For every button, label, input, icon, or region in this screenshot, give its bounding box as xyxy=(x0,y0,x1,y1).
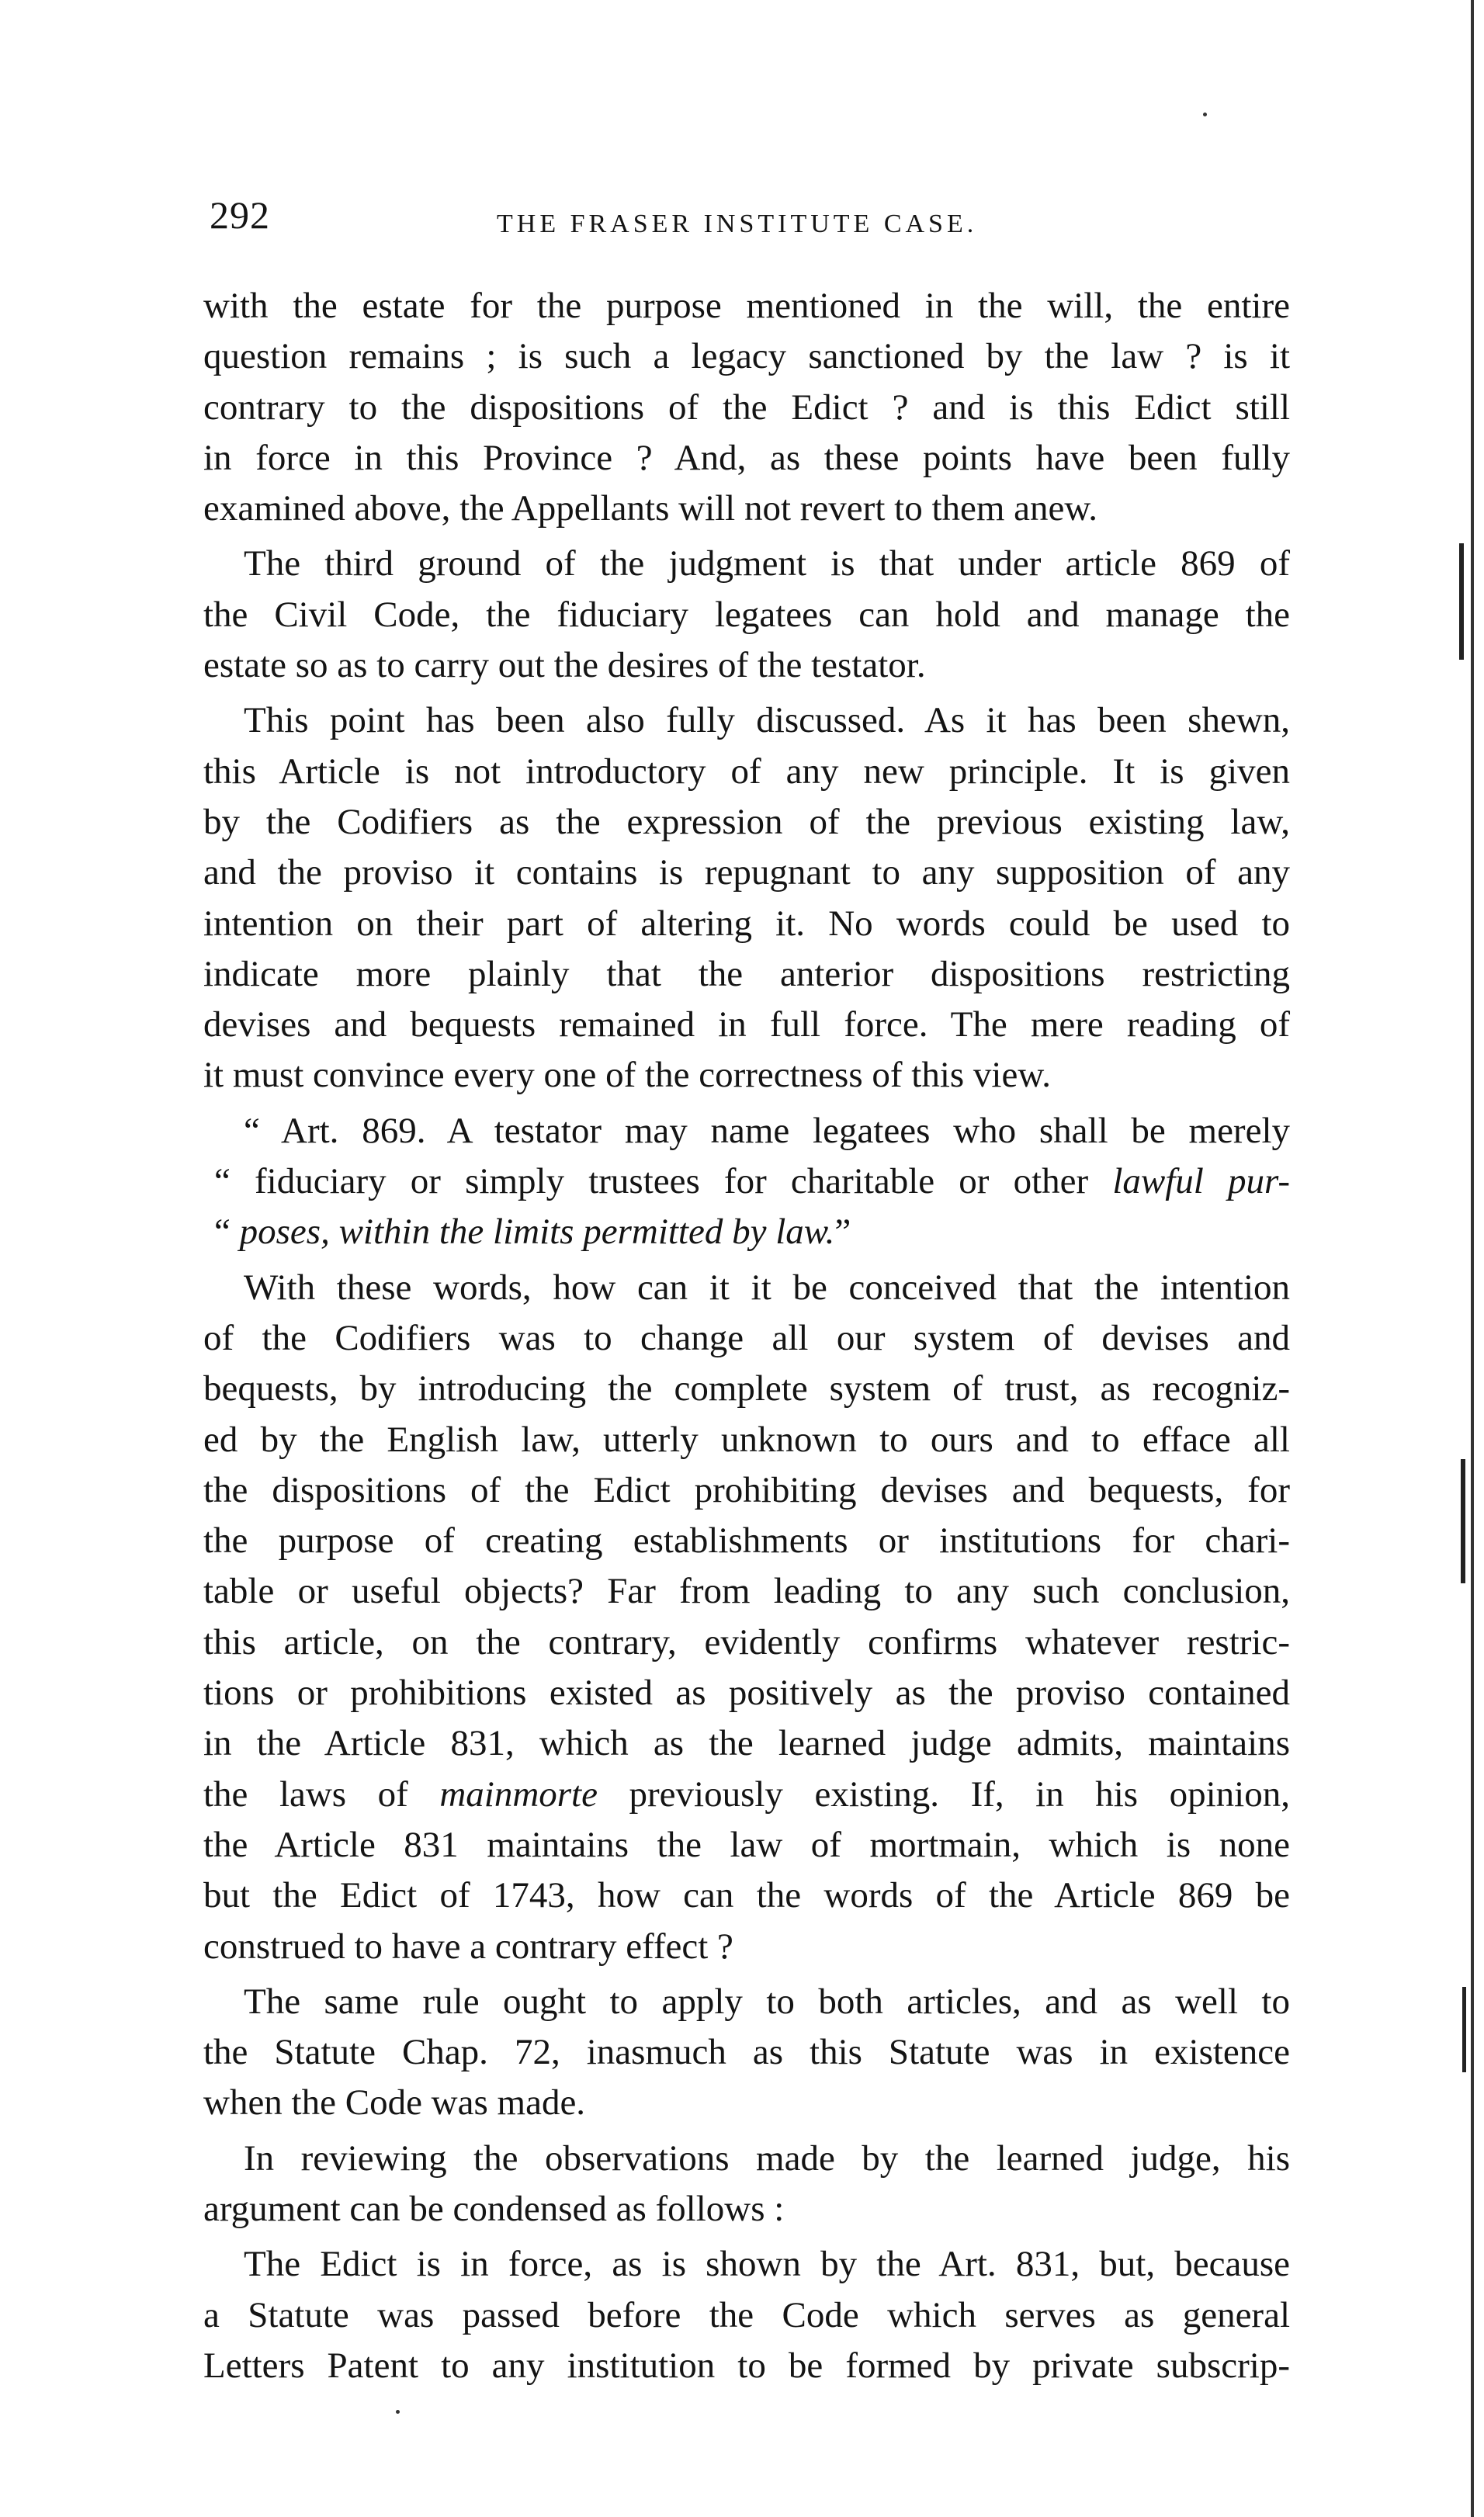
text-line: the purpose of creating establishments or institutions for chari- xyxy=(203,1520,1290,1562)
text-line: and the proviso it contains is repugnant to any supposition of any xyxy=(203,852,1290,893)
text-line: by the Codifiers as the expression of the previous existing law, xyxy=(203,801,1290,842)
text-line: this Article is not introductory of any new principle. It is given xyxy=(203,751,1290,792)
italic-term: mainmorte xyxy=(439,1773,598,1815)
text-line: with the estate for the purpose mentioned in the will, the entire xyxy=(203,286,1290,326)
body-text xyxy=(203,281,1290,2391)
quote-italic: poses, within the limits permitted by law. xyxy=(239,1212,835,1253)
binding-shadow xyxy=(1461,1459,1465,1583)
text-line: With these words, how can it it be conceived that the intention xyxy=(244,1267,1290,1308)
text-line: bequests, by introducing the complete system of trust, as recogniz- xyxy=(203,1368,1290,1409)
text-line: but the Edict of 1743, how can the words of the Article 869 be xyxy=(203,1875,1290,1916)
text-line: ed by the English law, utterly unknown to ours and to efface all xyxy=(203,1419,1290,1460)
text-run: the laws of xyxy=(203,1773,440,1815)
text-line: indicate more plainly that the anterior dispositions restricting xyxy=(203,953,1290,994)
scan-speck xyxy=(1203,113,1207,116)
text-line: in the Article 831, which as the learned judge admits, maintains xyxy=(203,1723,1290,1764)
running-head: THE FRASER INSTITUTE CASE. xyxy=(497,210,978,238)
text-line: the Article 831 maintains the law of mortmain, which is none xyxy=(203,1824,1290,1865)
quote-line: “ Art. 869. A testator may name legatees who shall be merely xyxy=(244,1110,1290,1151)
page-number: 292 xyxy=(210,193,270,237)
quote-line xyxy=(203,1207,1290,1257)
text-line: tions or prohibitions existed as positively as the proviso contained xyxy=(203,1673,1290,1714)
text-line: The same rule ought to apply to both articles, and as well to xyxy=(244,1981,1290,2022)
text-line: a Statute was passed before the Code which serves as general xyxy=(203,2294,1290,2335)
text-line: contrary to the dispositions of the Edict ? and is this Edict still xyxy=(203,387,1290,428)
scan-speck xyxy=(396,2410,400,2414)
text-line: the Statute Chap. 72, inasmuch as this Statute was in existence xyxy=(203,2032,1290,2073)
text-line: it must convince every one of the correctness of this view. xyxy=(203,1055,1051,1096)
binding-shadow xyxy=(1459,543,1464,660)
binding-edge xyxy=(1471,0,1474,2517)
text-run: previously existing. If, in his opinion, xyxy=(597,1773,1290,1815)
text-line: of the Codifiers was to change all our system of devises and xyxy=(203,1317,1290,1358)
quote-mark: ” xyxy=(834,1212,851,1253)
text-line: The Edict is in force, as is shown by the Art. 831, but, because xyxy=(244,2244,1290,2285)
text-line: when the Code was made. xyxy=(203,2082,586,2124)
text-line xyxy=(203,1770,1290,1820)
text-line: construed to have a contrary effect ? xyxy=(203,1926,733,1967)
text-line: In reviewing the observations made by the learned judge, his xyxy=(244,2137,1290,2179)
quote-line xyxy=(203,1156,1290,1207)
text-line: examined above, the Appellants will not revert to them anew. xyxy=(203,488,1098,529)
text-line: Letters Patent to any institution to be formed by private subscrip- xyxy=(203,2345,1290,2386)
text-line: argument can be condensed as follows : xyxy=(203,2188,785,2229)
text-line: this article, on the contrary, evidently confirms whatever restric- xyxy=(203,1621,1290,1662)
text-line: devises and bequests remained in full force. The mere reading of xyxy=(203,1004,1290,1045)
text-line: estate so as to carry out the desires of the testator. xyxy=(203,645,926,686)
text-line: table or useful objects? Far from leading to any such conclusion, xyxy=(203,1571,1290,1612)
text-line: question remains ; is such a legacy sanctioned by the law ? is it xyxy=(203,336,1290,377)
text-line: The third ground of the judgment is that under article 869 of xyxy=(244,543,1290,584)
text-line: in force in this Province ? And, as these points have been fully xyxy=(203,437,1290,478)
text-line: the dispositions of the Edict prohibiting devises and bequests, for xyxy=(203,1469,1290,1510)
text-line: intention on their part of altering it. No words could be used to xyxy=(203,903,1290,944)
quote-text: “ fiduciary or simply trustees for charitable or other xyxy=(214,1161,1113,1202)
binding-shadow xyxy=(1462,1987,1466,2072)
quote-italic: lawful pur- xyxy=(1112,1161,1291,1202)
text-line: This point has been also fully discussed. As it has been shewn, xyxy=(244,700,1290,741)
text-line: the Civil Code, the fiduciary legatees can hold and manage the xyxy=(203,594,1290,635)
quote-mark: “ xyxy=(214,1212,240,1253)
